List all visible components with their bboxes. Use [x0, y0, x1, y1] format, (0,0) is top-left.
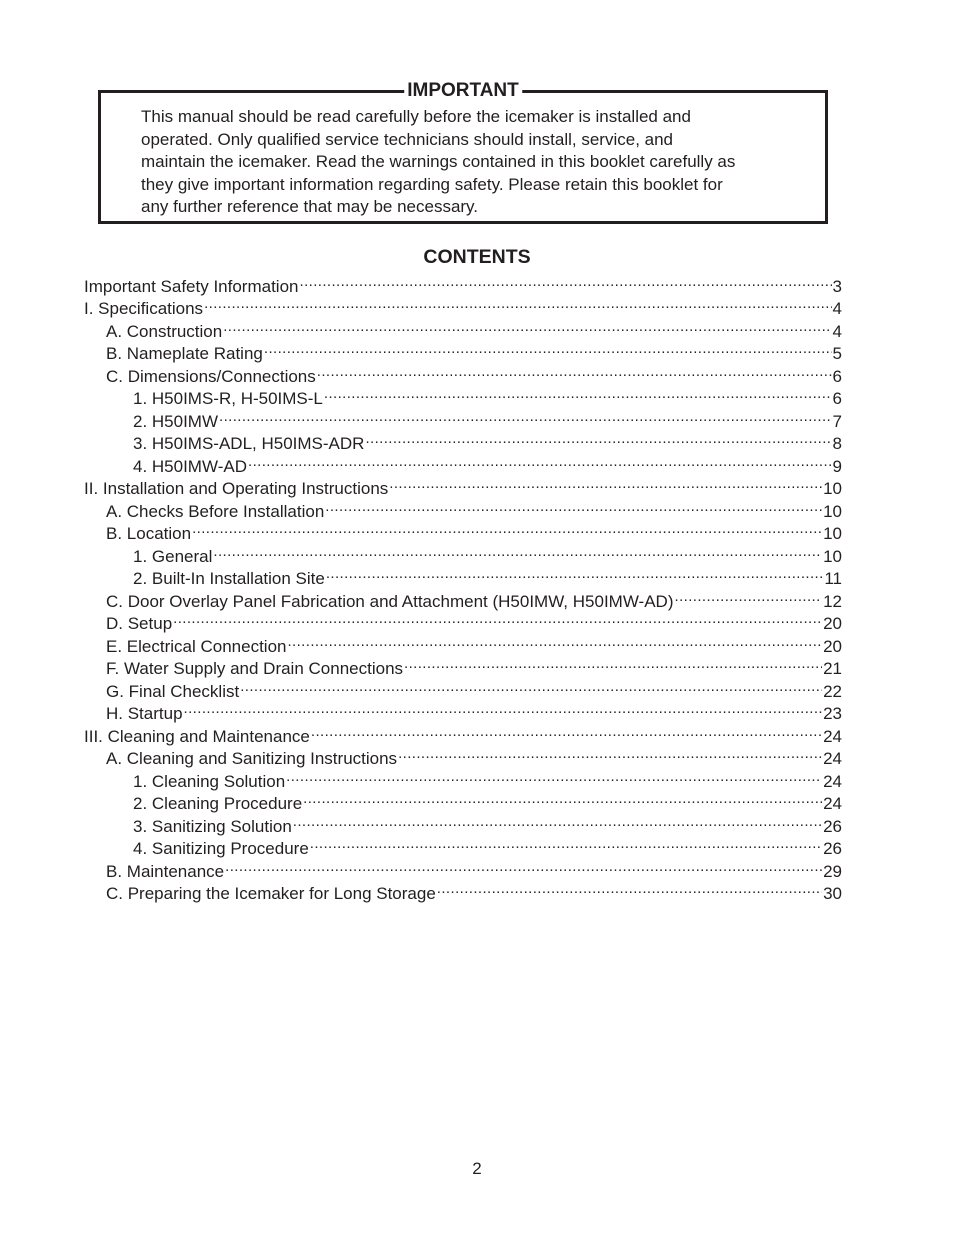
toc-dot-leader — [248, 449, 832, 472]
contents-heading: CONTENTS — [423, 246, 531, 268]
toc-entry-page: 30 — [823, 884, 842, 903]
toc-entry-title: D. Setup — [106, 614, 173, 633]
toc-dot-leader — [310, 832, 822, 855]
toc-dot-leader — [184, 697, 823, 720]
toc-entry-page: 6 — [832, 389, 842, 408]
toc-entry-page: 24 — [823, 794, 842, 813]
toc-entry-title: C. Dimensions/Connections — [106, 366, 316, 386]
toc-entry-title: 3. H50IMS-ADL, H50IMS-ADR — [133, 434, 365, 453]
toc-entry-page: 11 — [824, 569, 842, 588]
toc-dot-leader — [300, 269, 832, 292]
toc-entry-title: 2. Cleaning Procedure — [133, 794, 303, 813]
toc-dot-leader — [325, 494, 822, 517]
toc-entry[interactable] — [84, 517, 842, 543]
toc-entry-title: F. Water Supply and Drain Connections — [106, 659, 404, 678]
toc-dot-leader — [317, 359, 832, 382]
toc-entry-page: 8 — [832, 434, 842, 453]
table-of-contents — [84, 269, 842, 903]
toc-dot-leader — [324, 382, 832, 405]
toc-entry-page: 29 — [823, 861, 842, 881]
toc-entry-title: Important Safety Information — [84, 276, 299, 296]
toc-entry-title: A. Construction — [106, 321, 223, 341]
toc-dot-leader — [303, 787, 822, 810]
toc-dot-leader — [389, 472, 822, 495]
toc-dot-leader — [365, 427, 831, 450]
toc-entry-title: A. Cleaning and Sanitizing Instructions — [106, 749, 398, 768]
toc-entry[interactable] — [84, 719, 842, 746]
toc-entry-title: C. Door Overlay Panel Fabrication and Attachment (H50IMW, H50IMW-AD) — [106, 591, 674, 611]
page-number: 2 — [472, 1159, 482, 1178]
toc-entry-title: G. Final Checklist — [106, 681, 240, 701]
toc-entry[interactable] — [84, 629, 842, 656]
toc-entry-title: 1. H50IMS-R, H-50IMS-L — [133, 389, 323, 408]
toc-entry-page: 9 — [832, 456, 842, 476]
toc-entry-page: 24 — [823, 771, 842, 791]
toc-dot-leader — [437, 877, 822, 900]
toc-entry-page: 5 — [832, 344, 842, 363]
toc-entry-title: B. Nameplate Rating — [106, 344, 263, 363]
important-heading: IMPORTANT — [404, 79, 522, 103]
toc-entry-page: 6 — [832, 366, 842, 386]
toc-entry-page: 21 — [823, 659, 842, 678]
toc-entry-title: 2. H50IMW — [133, 411, 219, 431]
toc-entry-title: II. Installation and Operating Instructions — [84, 479, 389, 498]
toc-dot-leader — [675, 584, 823, 607]
toc-entry[interactable] — [84, 607, 842, 633]
toc-entry-page: 10 — [823, 501, 842, 521]
toc-dot-leader — [219, 404, 832, 427]
toc-dot-leader — [192, 517, 822, 540]
toc-entry-title: 2. Built-In Installation Site — [133, 569, 325, 588]
important-line: maintain the icemaker. Read the warnings contained in this booklet carefully as — [141, 152, 736, 172]
important-notice-text — [141, 106, 811, 219]
toc-entry-page: 20 — [823, 636, 842, 656]
toc-entry-page: 24 — [823, 726, 842, 746]
toc-entry-title: E. Electrical Connection — [106, 636, 287, 656]
toc-entry-title: A. Checks Before Installation — [106, 501, 325, 521]
toc-entry-title: III. Cleaning and Maintenance — [84, 726, 310, 746]
toc-dot-leader — [240, 674, 822, 697]
toc-entry-page: 10 — [823, 524, 842, 543]
important-notice-box — [98, 80, 828, 224]
toc-dot-leader — [213, 539, 822, 562]
toc-entry-page: 23 — [823, 704, 842, 723]
toc-dot-leader — [311, 719, 822, 742]
important-line: any further reference that may be necessary. — [141, 197, 479, 217]
toc-entry-page: 10 — [823, 546, 842, 566]
important-line: they give important information regarding safety. Please retain this booklet for — [141, 174, 723, 194]
toc-entry[interactable] — [84, 697, 842, 723]
important-line: This manual should be read carefully before the icemaker is installed and — [141, 107, 691, 126]
toc-dot-leader — [287, 629, 822, 652]
toc-entry-title: 1. General — [133, 546, 213, 566]
toc-dot-leader — [293, 809, 822, 832]
toc-entry-page: 26 — [823, 839, 842, 858]
toc-entry-page: 3 — [832, 276, 842, 296]
toc-entry-page: 4 — [832, 321, 842, 341]
toc-entry-page: 7 — [832, 411, 842, 431]
toc-entry-page: 10 — [823, 479, 842, 498]
toc-entry-title: 3. Sanitizing Solution — [133, 816, 292, 836]
toc-entry-title: 1. Cleaning Solution — [133, 771, 286, 791]
toc-entry-page: 26 — [823, 816, 842, 836]
toc-dot-leader — [204, 292, 831, 315]
toc-dot-leader — [223, 314, 831, 337]
toc-entry-page: 20 — [823, 614, 842, 633]
toc-entry-title: 4. Sanitizing Procedure — [133, 839, 309, 858]
toc-entry-page: 24 — [823, 749, 842, 768]
toc-entry-title: H. Startup — [106, 704, 183, 723]
toc-entry-title: 4. H50IMW-AD — [133, 456, 247, 476]
toc-entry-title: C. Preparing the Icemaker for Long Storage — [106, 884, 436, 903]
toc-dot-leader — [286, 764, 822, 787]
toc-dot-leader — [398, 742, 822, 765]
toc-dot-leader — [264, 337, 832, 360]
toc-dot-leader — [225, 854, 822, 877]
toc-dot-leader — [404, 652, 822, 675]
toc-entry-page: 12 — [823, 591, 842, 611]
toc-dot-leader — [326, 562, 824, 585]
toc-entry-title: I. Specifications — [84, 299, 204, 318]
toc-entry-page: 4 — [832, 299, 842, 318]
toc-entry-title: B. Location — [106, 524, 192, 543]
toc-entry-page: 22 — [823, 681, 842, 701]
toc-entry-title: B. Maintenance — [106, 861, 225, 881]
toc-entry[interactable] — [84, 269, 842, 296]
toc-entry[interactable] — [84, 539, 842, 566]
toc-dot-leader — [173, 607, 822, 630]
important-line: operated. Only qualified service technicians should install, service, and — [141, 129, 674, 149]
